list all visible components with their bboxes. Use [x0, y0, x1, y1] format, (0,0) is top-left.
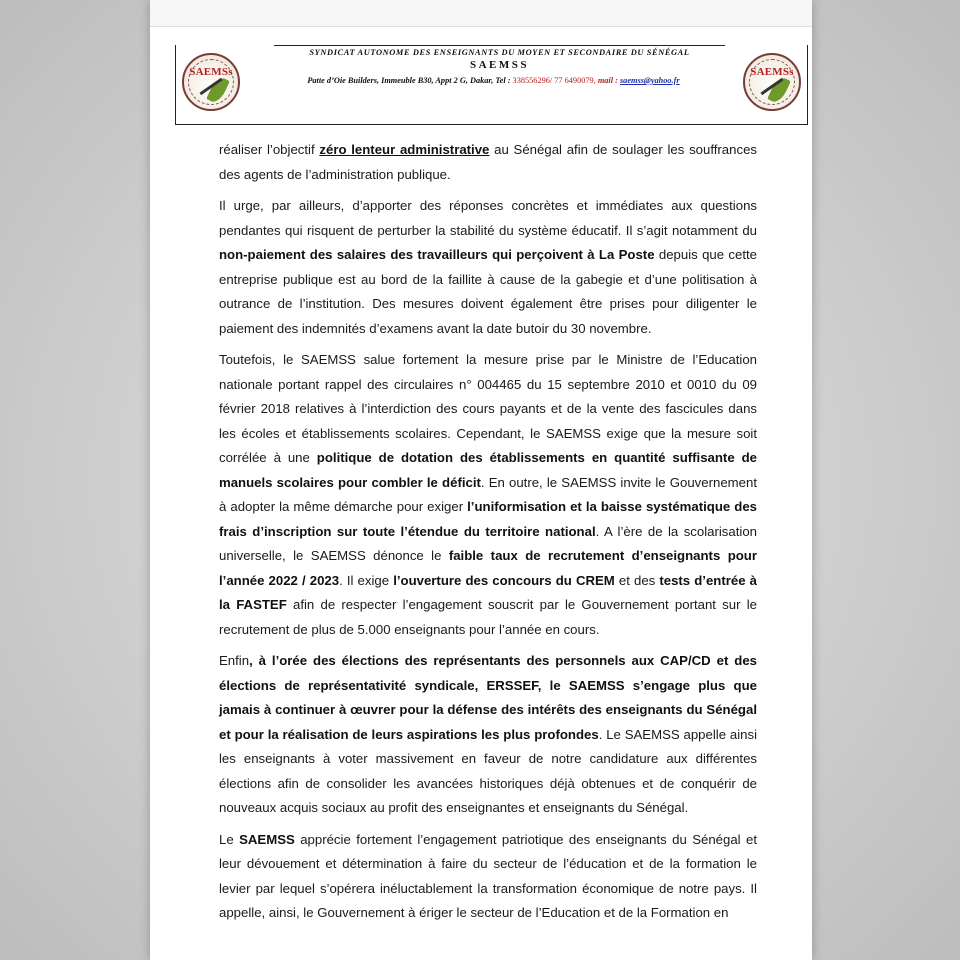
text-run: . Il exige [339, 572, 394, 588]
organization-name: SYNDICAT AUTONOME DES ENSEIGNANTS DU MOYEN ET SECONDAIRE DU SÉNÉGAL [309, 48, 690, 57]
paragraph-1 [219, 138, 757, 187]
emphasis-saemss: SAEMSS [239, 831, 295, 847]
logo-acronym: SAEMSs [189, 66, 233, 78]
email-link[interactable]: saemss@yahoo.fr [619, 76, 680, 85]
letterhead-top-rule [274, 45, 725, 46]
emphasis-zero-lenteur: zéro lenteur administrative [319, 142, 490, 157]
logo-acronym: SAEMSs [750, 66, 794, 78]
mail-label: mail : [597, 76, 620, 85]
text-run: Il urge, par ailleurs, d’apporter des réponses concrètes et immédiates aux questions pendantes qui risquent de perturber la stabilité du système éducatif. Il s’agit notamment du [219, 198, 757, 238]
text-run: Enfin [219, 653, 250, 668]
emphasis-recrutement: faible taux de recrutement d’enseignants pour l’année 2022 / 2023 [219, 548, 757, 588]
document-page [150, 0, 812, 960]
text-run: . En outre, le SAEMSS invite le Gouvernement à adopter la même démarche pour exiger [219, 474, 757, 514]
text-run: . Le SAEMSS appelle ainsi les enseignants à voter massivement en faveur de notre candidature aux différentes élections afin de consolider les avancées historiques déjà obtenues et de conquérir de nouveaux acquis sociaux au profit des enseignantes et enseignants du Sénégal. [219, 726, 758, 815]
paragraph-3 [219, 348, 757, 642]
page-top-strip [150, 0, 812, 27]
emphasis-manuels: politique de dotation des établissements en quantité suffisante de manuels scolaires pour combler le déficit [219, 450, 757, 490]
paragraph-2 [219, 194, 757, 341]
text-run: depuis que cette entreprise publique est au bord de la faillite à cause de la gabegie et d’une politisation à outrance de l’institution. Des mesures doivent également être prises pour diligenter le paiement des indemnités d’examens avant la date butoir du 30 novembre. [219, 247, 757, 336]
address-text: Patte d’Oie Builders, Immeuble B30, Appt 2 G, Dakar, Tel : [307, 76, 513, 85]
organization-acronym: SAEMSS [469, 59, 530, 71]
text-run: réaliser l’objectif [219, 142, 320, 157]
organization-contact [258, 76, 729, 85]
emphasis-crem: l’ouverture des concours du CREM [393, 572, 615, 588]
emphasis-elections: , à l’orée des élections des représentants des personnels aux CAP/CD et des élections de représentativité syndicale, ERSSEF, le SAEMSS s’engage plus que jamais à continuer à œuvrer pour la défense des intérêts des enseignants du Sénégal et pour la réalisation de leurs aspirations les plus profondes [219, 653, 757, 742]
text-run: Le [219, 831, 240, 847]
saemss-logo-right [743, 53, 801, 111]
saemss-logo-left [182, 53, 240, 111]
text-run: Toutefois, le SAEMSS salue fortement la mesure prise par le Ministre de l’Education nationale portant rappel des circulaires n° 004465 du 15 septembre 2010 et 0010 du 09 février 2018 relatives à l’interdiction des cours payants et de la vente des fascicules dans les écoles et établissements scolaires. Cependant, le SAEMSS exige que la mesure soit corrélée à une [219, 352, 757, 465]
text-run: et des [614, 572, 660, 588]
emphasis-fastef: tests d’entrée à la FASTEF [219, 572, 757, 612]
letterhead [175, 45, 808, 125]
letter-body [219, 138, 757, 933]
paragraph-4 [219, 649, 757, 821]
emphasis-la-poste: non-paiement des salaires des travailleurs qui perçoivent à La Poste [219, 247, 655, 262]
text-run: afin de respecter l’engagement souscrit par le Gouvernement portant sur le recrutement de plus de 5.000 enseignants pour l’année en cours. [219, 597, 757, 637]
phone-text: 338556296/ 77 6490079, [512, 76, 598, 85]
text-run: au Sénégal afin de soulager les souffrances des agents de l’administration publique. [219, 142, 757, 182]
text-run: apprécie fortement l’engagement patriotique des enseignants du Sénégal et leur dévouement et détermination à faire du secteur de l’éducation et de la formation le levier par lequel s’opérera inéluctablement la transformation économique de notre pays. Il appelle, ainsi, le Gouvernement à ériger le secteur de l’Education et de la Formation en [219, 831, 758, 920]
text-run: . A l’ère de la scolarisation universelle, le SAEMSS dénonce le [219, 523, 757, 563]
emphasis-frais-inscription: l’uniformisation et la baisse systématique des frais d’inscription sur toute l’étendue du territoire national [219, 499, 757, 539]
paragraph-5 [219, 828, 757, 926]
